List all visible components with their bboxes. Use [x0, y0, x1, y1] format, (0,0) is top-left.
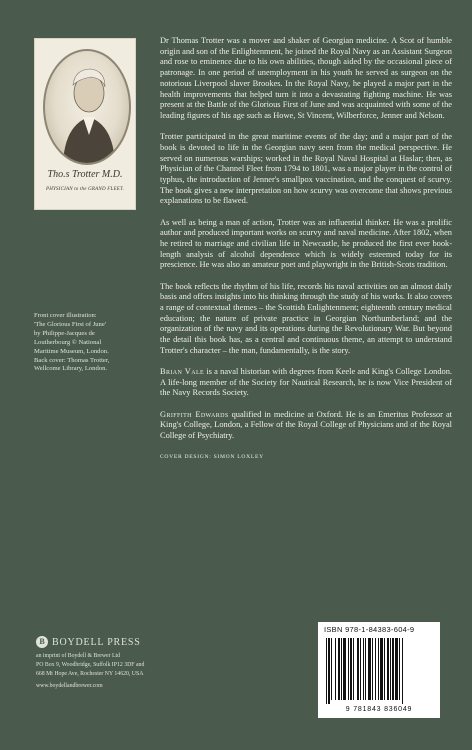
author-bio-edwards: [160, 410, 452, 442]
ean-number: 9 781843 836049: [345, 706, 413, 713]
barcode-bar: [360, 638, 361, 700]
barcode-bar: [353, 638, 354, 700]
barcode-bar: [363, 638, 364, 700]
author-bio-text: is a naval historian with degrees from Keele and King's College London. A life-long member of the Society for Nautical Research, he is now Vice President of the Navy Records Society.: [160, 366, 453, 398]
barcode-bar: [375, 638, 376, 700]
barcode-bar: [399, 638, 400, 700]
barcode-bar: [387, 638, 389, 700]
blurb-paragraph-1: Dr Thomas Trotter was a mover and shaker of Georgian medicine. A Scot of humble origin and son of the Enlightenment, he joined the Royal Navy as an Assistant Surgeon and rose to eminence due to his own abilities, though aided by the occasional piece of patronage. In one period of unemployment in his youth he served as surgeon on the notorious Liverpool slaver Brookes. In the Royal Navy, he played a major part in the health improvements that helped turn it into a devastating fighting machine. He was present at the Battle of the Glorious First of June and was acquainted with some of the leading figures of his age such as Howe, St Vincent, Wilberforce, Jenner and Nelson.: [160, 36, 452, 120]
caption-line: Wellcome Library, London.: [34, 365, 108, 373]
cover-design-credit: COVER DESIGN: SIMON LOXLEY: [160, 454, 264, 461]
barcode-bar: [372, 638, 373, 700]
portrait-engraving: [43, 49, 131, 165]
barcode-bar: [341, 638, 342, 700]
caption-line: 'The Glorious First of June': [34, 320, 106, 328]
barcode-bars: [324, 638, 434, 704]
barcode-bar: [350, 638, 352, 700]
barcode-bar: [380, 638, 383, 700]
publisher-title: BOYDELL PRESS: [52, 636, 141, 648]
isbn-label: ISBN 978-1-84383-604-9: [324, 625, 415, 634]
publisher-line: PO Box 9, Woodbridge, Suffolk IP12 3DF and: [36, 661, 145, 668]
publisher-address: [36, 652, 206, 679]
barcode-bar: [326, 638, 327, 704]
barcode-bar: [343, 638, 346, 700]
caption-line: Loutherbourg © National: [34, 338, 102, 346]
barcode-bar: [335, 638, 336, 700]
publisher-logo-icon: B: [36, 636, 48, 648]
caption-line: Front cover illustration:: [34, 312, 97, 319]
blurb-paragraph-2: Trotter participated in the great maritime events of the day; and a major part of the book is devoted to life in the Georgian navy seen from the medical perspective. He served on numerous warships; worked in the Royal Naval Hospital at Haslar; then, as Physician of the Channel Fleet from 1794 to 1801, was a major player in the control of typhus, the introduction of Jenner's smallpox vaccination, and the conquest of scurvy. The book gives a new interpretation on how scurvy was overcome that shows previous explanations to be flawed.: [160, 132, 452, 206]
barcode-bar: [338, 638, 340, 700]
blurb-paragraph-4: The book reflects the rhythm of his life, records his naval activities on an almost daily basis and offers insights into his thinking through the study of his works. It also covers a range of contextual themes – the Scottish Enlightenment; eighteenth century medical education; the nature of private practice in Georgian Northumberland; and the organization of the navy and its operations during the Revolutionary War. But beyond the detail this book has, as a central and continuous theme, an attempt to understand Trotter's character – the man, fundamentally, is the story.: [160, 281, 452, 355]
barcode-bar: [348, 638, 349, 700]
author-bio-vale: [160, 367, 452, 399]
barcode-bar: [378, 638, 379, 700]
author-bio-text: qualified in medicine at Oxford. He is an Emeritus Professor at King's College, London, a Fellow of the Royal College of Physicians and of the Royal College of Psychiatry.: [160, 409, 452, 440]
publisher-name: [36, 636, 206, 648]
isbn-barcode: [318, 622, 440, 718]
publisher-line: 668 Mt Hope Ave, Rochester NY 14620, USA: [36, 670, 144, 677]
barcode-bar: [368, 638, 371, 700]
author-name-vale: Brian Vale: [160, 366, 205, 376]
barcode-bar: [402, 638, 403, 704]
publisher-url: www.boydellandbrewer.com: [36, 682, 103, 689]
barcode-bar: [384, 638, 385, 700]
portrait-subtitle: PHYSICIAN to the GRAND FLEET.: [45, 187, 125, 192]
barcode-bar: [328, 638, 330, 704]
barcode-bar: [357, 638, 359, 700]
barcode-bar: [365, 638, 366, 700]
caption-line: by Philippe-Jacques de: [34, 329, 95, 337]
barcode-bar: [392, 638, 394, 700]
publisher-block: [36, 636, 206, 689]
barcode-bar: [395, 638, 398, 700]
blurb-paragraph-3: As well as being a man of action, Trotter was an influential thinker. He was a prolific author and produced important works on scurvy and naval medicine. After 1802, when he retired to marriage and civilian life in Newcastle, he produced the first ever book-length analysis of alcohol dependence which is widely esteemed today for its prescience. He was also an amateur poet and playwright in the British-Scots tradition.: [160, 217, 452, 270]
barcode-bar: [331, 638, 332, 700]
author-name-edwards: Griffith Edwards: [160, 409, 229, 419]
back-cover-blurb: [160, 36, 452, 463]
portrait-signature: Tho.s Trotter M.D.: [47, 169, 123, 180]
caption-line: Maritime Museum, London.: [34, 347, 109, 355]
publisher-line: an imprint of Boydell & Brewer Ltd: [36, 653, 121, 659]
author-portrait: [34, 38, 136, 210]
caption-line: Back cover: Thomas Trotter,: [34, 356, 110, 364]
barcode-bar: [390, 638, 391, 700]
illustration-caption: [34, 312, 142, 374]
